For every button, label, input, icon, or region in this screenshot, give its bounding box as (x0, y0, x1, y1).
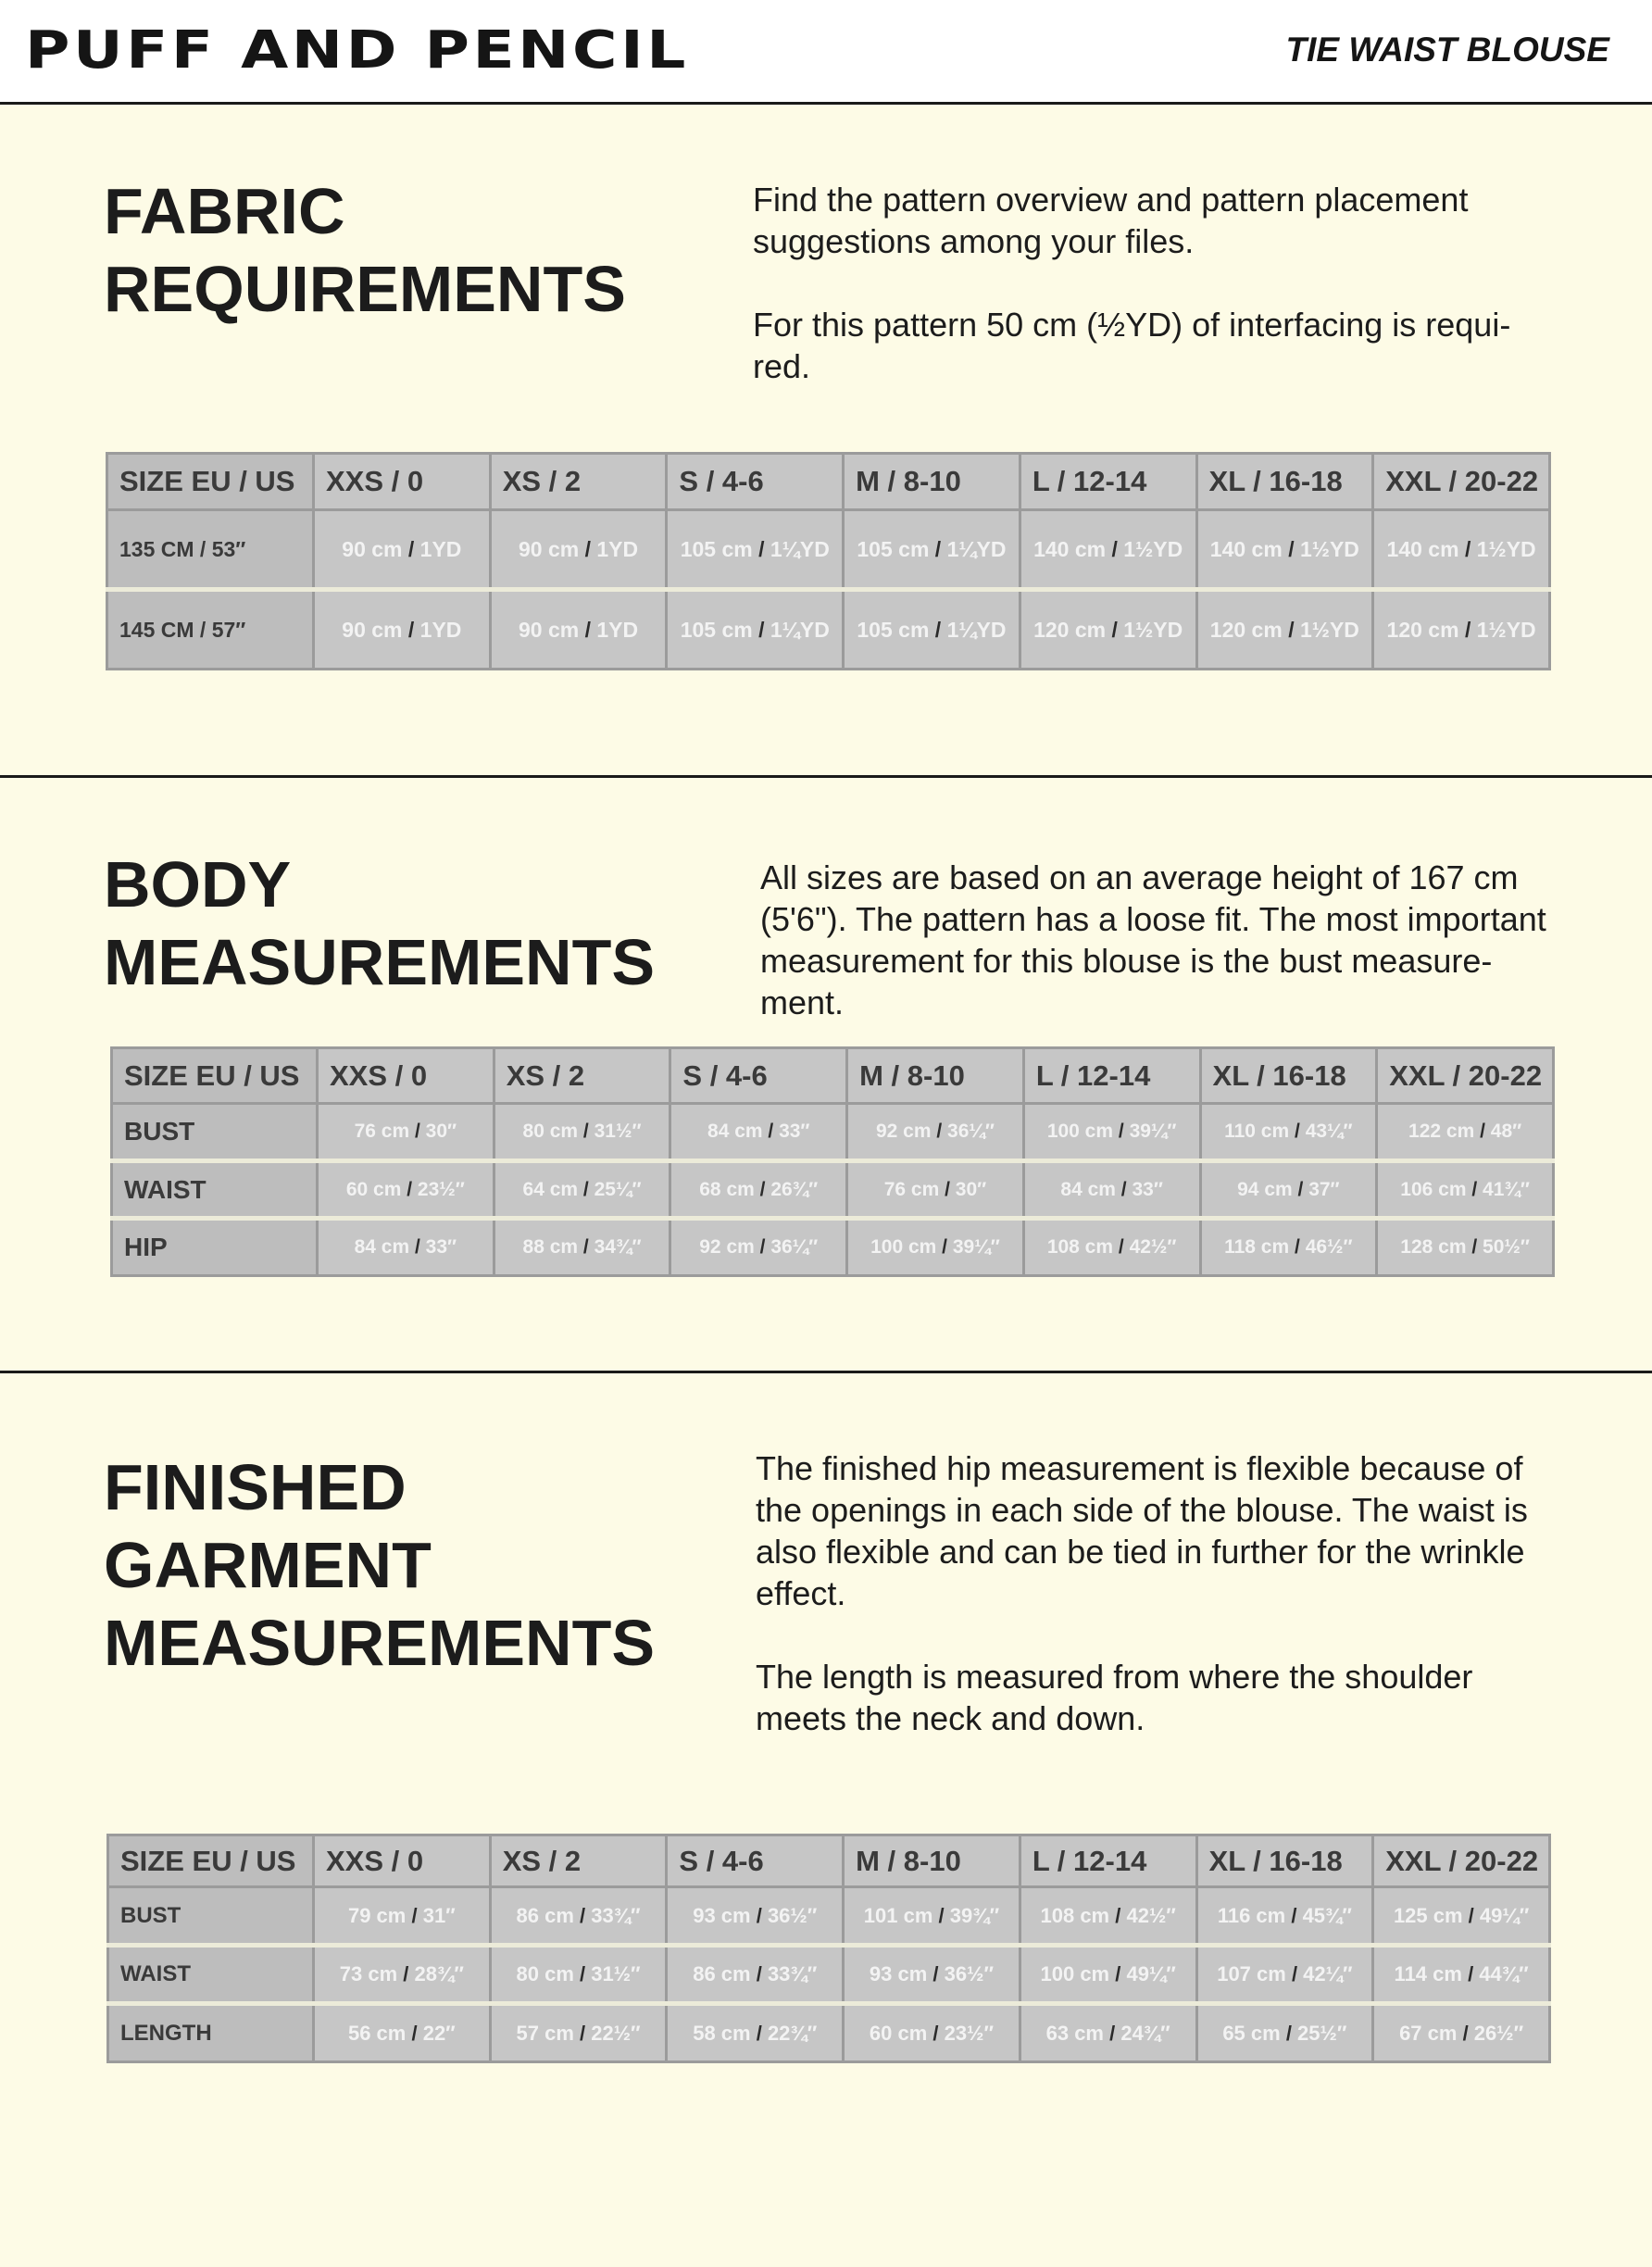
size-column-header: XXS / 0 (318, 1048, 494, 1104)
imperial-value: 39¼″ (952, 1236, 1000, 1258)
metric-value: 67 cm (1399, 2021, 1458, 2045)
measurement-cell (1200, 1161, 1377, 1219)
value-separator: / (752, 617, 770, 642)
value-separator: / (1457, 2021, 1474, 2045)
table-row (108, 2004, 1550, 2062)
value-separator: / (1289, 1121, 1306, 1142)
measurement-cell (490, 2004, 667, 2062)
size-column-header: M / 8-10 (847, 1048, 1024, 1104)
metric-value: 58 cm (693, 2021, 751, 2045)
value-separator: / (1109, 1962, 1127, 1985)
value-separator: / (754, 1236, 771, 1258)
imperial-value: 1¼YD (770, 536, 830, 561)
imperial-value: 41¾″ (1483, 1178, 1530, 1200)
measurement-cell (494, 1104, 670, 1161)
imperial-value: 39¼″ (1129, 1121, 1177, 1142)
imperial-value: 31″ (422, 1903, 456, 1927)
measurement-cell (1196, 1887, 1373, 1946)
value-separator: / (578, 1121, 594, 1142)
size-column-header: XXL / 20-22 (1373, 454, 1550, 510)
table-header-row (107, 454, 1550, 510)
metric-value: 84 cm (707, 1121, 763, 1142)
measurement-cell (318, 1219, 494, 1276)
metric-value: 100 cm (1040, 1962, 1110, 1985)
section-divider (0, 1371, 1652, 1373)
size-column-header: XXL / 20-22 (1377, 1048, 1554, 1104)
measurement-cell (670, 1104, 847, 1161)
imperial-value: 1YD (596, 617, 639, 642)
size-label-header: SIZE EU / US (108, 1835, 314, 1887)
value-separator: / (1282, 617, 1300, 642)
imperial-value: 1YD (419, 617, 462, 642)
value-separator: / (1474, 1121, 1491, 1142)
metric-value: 56 cm (347, 2021, 407, 2045)
imperial-value: 42½″ (1129, 1236, 1177, 1258)
table-row (112, 1161, 1554, 1219)
description-paragraph: Find the pattern overview and pattern placement suggestions among your files. (753, 181, 1469, 260)
metric-value: 100 cm (870, 1236, 937, 1258)
size-column-header: S / 4-6 (667, 454, 844, 510)
metric-value: 80 cm (522, 1121, 579, 1142)
metric-value: 90 cm (342, 536, 403, 561)
imperial-value: 30″ (955, 1178, 987, 1200)
value-separator: / (929, 617, 947, 642)
measurement-cell (314, 510, 491, 590)
row-label: WAIST (112, 1161, 318, 1219)
value-separator: / (573, 1962, 592, 1985)
value-separator: / (406, 2021, 423, 2045)
metric-value: 120 cm (1209, 617, 1283, 642)
metric-value: 140 cm (1033, 536, 1107, 561)
imperial-value: 46½″ (1305, 1236, 1353, 1258)
value-separator: / (579, 536, 597, 561)
measurement-cell (318, 1161, 494, 1219)
heading-line: FINISHED (104, 1451, 407, 1523)
metric-value: 86 cm (516, 1903, 574, 1927)
imperial-value: 34¾″ (594, 1236, 642, 1258)
imperial-value: 1YD (596, 536, 639, 561)
metric-value: 60 cm (869, 2021, 928, 2045)
metric-value: 84 cm (354, 1236, 410, 1258)
metric-value: 90 cm (518, 536, 580, 561)
row-label: WAIST (108, 1946, 314, 2004)
value-separator: / (578, 1236, 594, 1258)
section-description (756, 1447, 1552, 1739)
imperial-value: 37″ (1308, 1178, 1340, 1200)
description-paragraph: The length is measured from where the shoulder meets the neck and down. (756, 1658, 1473, 1737)
size-column-header: XXS / 0 (314, 454, 491, 510)
imperial-value: 26½″ (1473, 2021, 1524, 2045)
measurement-cell (847, 1161, 1024, 1219)
table-header-row (112, 1048, 1554, 1104)
measurement-cell (1373, 1946, 1550, 2004)
measurement-cell (1377, 1104, 1554, 1161)
row-label: BUST (108, 1887, 314, 1946)
measurement-cell (1200, 1219, 1377, 1276)
metric-value: 63 cm (1045, 2021, 1104, 2045)
imperial-value: 1YD (419, 536, 462, 561)
metric-value: 84 cm (1060, 1178, 1116, 1200)
value-separator: / (397, 1962, 415, 1985)
imperial-value: 25¼″ (594, 1178, 642, 1200)
value-separator: / (932, 1903, 950, 1927)
size-column-header: L / 12-14 (1020, 454, 1196, 510)
measurement-cell (490, 510, 667, 590)
measurement-cell (844, 510, 1020, 590)
description-paragraph: For this pattern 50 cm (½YD) of interfacing is requi-red. (753, 306, 1511, 385)
metric-value: 90 cm (342, 617, 403, 642)
measurement-cell (314, 2004, 491, 2062)
metric-value: 110 cm (1224, 1121, 1290, 1142)
measurement-cell (667, 590, 844, 670)
value-separator: / (578, 1178, 594, 1200)
heading-line: BODY (104, 848, 292, 921)
measurement-cell (1020, 1946, 1196, 2004)
metric-value: 107 cm (1217, 1962, 1286, 1985)
description-paragraph: All sizes are based on an average height of 167 cm (5'6"). The pattern has a loose fit. The most important measurement for this blouse is the bust measure-ment. (760, 858, 1546, 1021)
metric-value: 65 cm (1222, 2021, 1281, 2045)
imperial-value: 1½YD (1299, 617, 1359, 642)
value-separator: / (1106, 617, 1124, 642)
size-column-header: XS / 2 (494, 1048, 670, 1104)
value-separator: / (1113, 1236, 1130, 1258)
imperial-value: 50½″ (1483, 1236, 1530, 1258)
measurement-cell (670, 1161, 847, 1219)
measurement-cell (1020, 2004, 1196, 2062)
metric-value: 105 cm (857, 536, 930, 561)
value-separator: / (402, 536, 420, 561)
metric-value: 57 cm (516, 2021, 574, 2045)
measurement-cell (1373, 1887, 1550, 1946)
metric-value: 105 cm (680, 617, 753, 642)
imperial-value: 26¾″ (770, 1178, 819, 1200)
measurement-cell (490, 1887, 667, 1946)
size-column-header: XXS / 0 (314, 1835, 491, 1887)
value-separator: / (1461, 1962, 1480, 1985)
value-separator: / (401, 1178, 418, 1200)
value-separator: / (931, 1121, 948, 1142)
value-separator: / (579, 617, 597, 642)
value-separator: / (750, 1903, 768, 1927)
row-label: 135 CM / 53″ (107, 510, 314, 590)
section-heading (104, 1448, 655, 1682)
heading-line: MEASUREMENTS (104, 1607, 656, 1679)
value-separator: / (750, 1962, 768, 1985)
metric-value: 120 cm (1033, 617, 1107, 642)
metric-value: 88 cm (522, 1236, 579, 1258)
value-separator: / (573, 1903, 592, 1927)
value-separator: / (1458, 617, 1477, 642)
imperial-value: 49¼″ (1479, 1903, 1530, 1927)
measurement-cell (1200, 1104, 1377, 1161)
imperial-value: 1½YD (1476, 536, 1536, 561)
value-separator: / (1109, 1903, 1127, 1927)
metric-value: 101 cm (863, 1903, 933, 1927)
row-label: BUST (112, 1104, 318, 1161)
metric-value: 79 cm (347, 1903, 407, 1927)
size-column-header: XXL / 20-22 (1373, 1835, 1550, 1887)
size-column-header: S / 4-6 (670, 1048, 847, 1104)
imperial-value: 1½YD (1299, 536, 1359, 561)
imperial-value: 36¼″ (947, 1121, 995, 1142)
fabric-requirements-table (106, 452, 1551, 670)
measurement-cell (1196, 510, 1373, 590)
value-separator: / (1462, 1903, 1480, 1927)
measurement-cell (490, 1946, 667, 2004)
metric-value: 140 cm (1209, 536, 1283, 561)
measurement-cell (667, 1946, 844, 2004)
table-row (112, 1219, 1554, 1276)
heading-line: REQUIREMENTS (104, 253, 626, 325)
measurement-cell (1377, 1219, 1554, 1276)
value-separator: / (1285, 1903, 1303, 1927)
imperial-value: 1¼YD (946, 536, 1007, 561)
measurement-cell (844, 2004, 1020, 2062)
table-row (107, 590, 1550, 670)
measurement-cell (1020, 1887, 1196, 1946)
value-separator: / (927, 2021, 945, 2045)
document-title: TIE WAIST BLOUSE (1285, 31, 1609, 69)
value-separator: / (929, 536, 947, 561)
row-label: 145 CM / 57″ (107, 590, 314, 670)
measurement-cell (1020, 510, 1196, 590)
imperial-value: 33″ (779, 1121, 810, 1142)
value-separator: / (406, 1903, 423, 1927)
measurement-cell (1196, 590, 1373, 670)
imperial-value: 1¼YD (770, 617, 830, 642)
measurement-cell (1373, 510, 1550, 590)
measurement-cell (667, 510, 844, 590)
measurement-cell (1020, 590, 1196, 670)
imperial-value: 31½″ (594, 1121, 642, 1142)
measurement-cell (314, 1887, 491, 1946)
metric-value: 128 cm (1400, 1236, 1467, 1258)
table-row (108, 1946, 1550, 2004)
imperial-value: 33¾″ (591, 1903, 641, 1927)
value-separator: / (1115, 1178, 1133, 1200)
value-separator: / (1106, 536, 1124, 561)
imperial-value: 1½YD (1123, 536, 1183, 561)
measurement-cell (318, 1104, 494, 1161)
metric-value: 92 cm (875, 1121, 932, 1142)
size-column-header: S / 4-6 (667, 1835, 844, 1887)
imperial-value: 1½YD (1123, 617, 1183, 642)
description-paragraph: The finished hip measurement is flexible because of the openings in each side of the blouse. The waist is also flexible and can be tied in further for the wrinkle effect. (756, 1449, 1528, 1612)
row-label: HIP (112, 1219, 318, 1276)
value-separator: / (1292, 1178, 1309, 1200)
measurement-cell (844, 1887, 1020, 1946)
metric-value: 90 cm (518, 617, 580, 642)
imperial-value: 42¼″ (1303, 1962, 1353, 1985)
measurement-cell (847, 1219, 1024, 1276)
measurement-cell (670, 1219, 847, 1276)
metric-value: 122 cm (1408, 1121, 1475, 1142)
value-separator: / (936, 1236, 953, 1258)
imperial-value: 1¼YD (946, 617, 1007, 642)
value-separator: / (402, 617, 420, 642)
measurement-cell (1196, 2004, 1373, 2062)
metric-value: 125 cm (1393, 1903, 1463, 1927)
value-separator: / (927, 1962, 945, 1985)
imperial-value: 33″ (1132, 1178, 1163, 1200)
body-measurements-table (110, 1046, 1555, 1277)
measurement-cell (1023, 1161, 1200, 1219)
metric-value: 86 cm (693, 1962, 751, 1985)
measurement-cell (1023, 1104, 1200, 1161)
section-description (753, 179, 1531, 387)
metric-value: 76 cm (883, 1178, 940, 1200)
imperial-value: 49¼″ (1126, 1962, 1176, 1985)
metric-value: 120 cm (1386, 617, 1459, 642)
imperial-value: 36½″ (767, 1903, 818, 1927)
value-separator: / (1458, 536, 1477, 561)
metric-value: 105 cm (857, 617, 930, 642)
metric-value: 80 cm (516, 1962, 574, 1985)
value-separator: / (1280, 2021, 1298, 2045)
size-column-header: L / 12-14 (1020, 1835, 1196, 1887)
table-header-row (108, 1835, 1550, 1887)
size-column-header: M / 8-10 (844, 454, 1020, 510)
value-separator: / (762, 1121, 780, 1142)
metric-value: 64 cm (522, 1178, 579, 1200)
value-separator: / (750, 2021, 768, 2045)
measurement-cell (847, 1104, 1024, 1161)
imperial-value: 22″ (422, 2021, 456, 2045)
imperial-value: 23½″ (417, 1178, 465, 1200)
imperial-value: 22½″ (591, 2021, 641, 2045)
row-label: LENGTH (108, 2004, 314, 2062)
metric-value: 106 cm (1400, 1178, 1467, 1200)
value-separator: / (1466, 1236, 1483, 1258)
imperial-value: 23½″ (944, 2021, 994, 2045)
value-separator: / (1282, 536, 1300, 561)
measurement-cell (314, 590, 491, 670)
metric-value: 93 cm (869, 1962, 928, 1985)
finished-measurements-table (106, 1834, 1551, 2063)
measurement-cell (1373, 2004, 1550, 2062)
metric-value: 76 cm (354, 1121, 410, 1142)
measurement-cell (494, 1161, 670, 1219)
size-label-header: SIZE EU / US (112, 1048, 318, 1104)
metric-value: 60 cm (345, 1178, 402, 1200)
size-column-header: XS / 2 (490, 454, 667, 510)
imperial-value: 45¾″ (1302, 1903, 1352, 1927)
imperial-value: 44¾″ (1479, 1962, 1529, 1985)
metric-value: 73 cm (339, 1962, 398, 1985)
metric-value: 140 cm (1386, 536, 1459, 561)
imperial-value: 25½″ (1297, 2021, 1347, 2045)
metric-value: 114 cm (1394, 1962, 1462, 1985)
value-separator: / (1466, 1178, 1483, 1200)
table-row (108, 1887, 1550, 1946)
section-heading (104, 172, 626, 328)
measurement-cell (1373, 590, 1550, 670)
size-column-header: XL / 16-18 (1196, 1835, 1373, 1887)
table-row (107, 510, 1550, 590)
measurement-cell (1023, 1219, 1200, 1276)
metric-value: 108 cm (1046, 1236, 1114, 1258)
imperial-value: 22¾″ (767, 2021, 818, 2045)
measurement-cell (667, 1887, 844, 1946)
table-row (112, 1104, 1554, 1161)
imperial-value: 1½YD (1476, 617, 1536, 642)
size-column-header: XL / 16-18 (1200, 1048, 1377, 1104)
measurement-cell (1377, 1161, 1554, 1219)
measurement-cell (1196, 1946, 1373, 2004)
page-header (0, 0, 1652, 105)
imperial-value: 30″ (425, 1121, 457, 1142)
imperial-value: 43¼″ (1305, 1121, 1353, 1142)
measurement-cell (667, 2004, 844, 2062)
value-separator: / (1104, 2021, 1121, 2045)
imperial-value: 33″ (425, 1236, 457, 1258)
brand-logo: PUFF AND PENCIL (25, 20, 689, 81)
imperial-value: 42½″ (1126, 1903, 1176, 1927)
heading-line: MEASUREMENTS (104, 926, 656, 998)
metric-value: 68 cm (699, 1178, 755, 1200)
metric-value: 108 cm (1040, 1903, 1110, 1927)
metric-value: 92 cm (699, 1236, 755, 1258)
imperial-value: 33¾″ (767, 1962, 818, 1985)
metric-value: 105 cm (680, 536, 753, 561)
value-separator: / (1289, 1236, 1306, 1258)
value-separator: / (754, 1178, 771, 1200)
section-description (760, 857, 1566, 1023)
imperial-value: 28¾″ (414, 1962, 464, 1985)
metric-value: 94 cm (1237, 1178, 1293, 1200)
value-separator: / (409, 1236, 426, 1258)
measurement-cell (494, 1219, 670, 1276)
measurement-cell (844, 1946, 1020, 2004)
imperial-value: 36½″ (944, 1962, 994, 1985)
metric-value: 100 cm (1046, 1121, 1114, 1142)
value-separator: / (573, 2021, 592, 2045)
imperial-value: 24¾″ (1120, 2021, 1170, 2045)
value-separator: / (409, 1121, 426, 1142)
imperial-value: 48″ (1490, 1121, 1522, 1142)
size-label-header: SIZE EU / US (107, 454, 314, 510)
measurement-cell (314, 1946, 491, 2004)
size-column-header: XS / 2 (490, 1835, 667, 1887)
imperial-value: 39¾″ (949, 1903, 1000, 1927)
value-separator: / (1113, 1121, 1130, 1142)
value-separator: / (752, 536, 770, 561)
imperial-value: 31½″ (591, 1962, 641, 1985)
section-heading (104, 845, 655, 1001)
size-column-header: XL / 16-18 (1196, 454, 1373, 510)
heading-line: FABRIC (104, 175, 345, 247)
size-column-header: L / 12-14 (1023, 1048, 1200, 1104)
measurement-cell (490, 590, 667, 670)
metric-value: 116 cm (1217, 1903, 1286, 1927)
section-divider (0, 775, 1652, 778)
metric-value: 118 cm (1224, 1236, 1290, 1258)
heading-line: GARMENT (104, 1529, 432, 1601)
metric-value: 93 cm (693, 1903, 751, 1927)
imperial-value: 36¼″ (770, 1236, 819, 1258)
value-separator: / (939, 1178, 956, 1200)
measurement-cell (844, 590, 1020, 670)
size-column-header: M / 8-10 (844, 1835, 1020, 1887)
value-separator: / (1285, 1962, 1304, 1985)
